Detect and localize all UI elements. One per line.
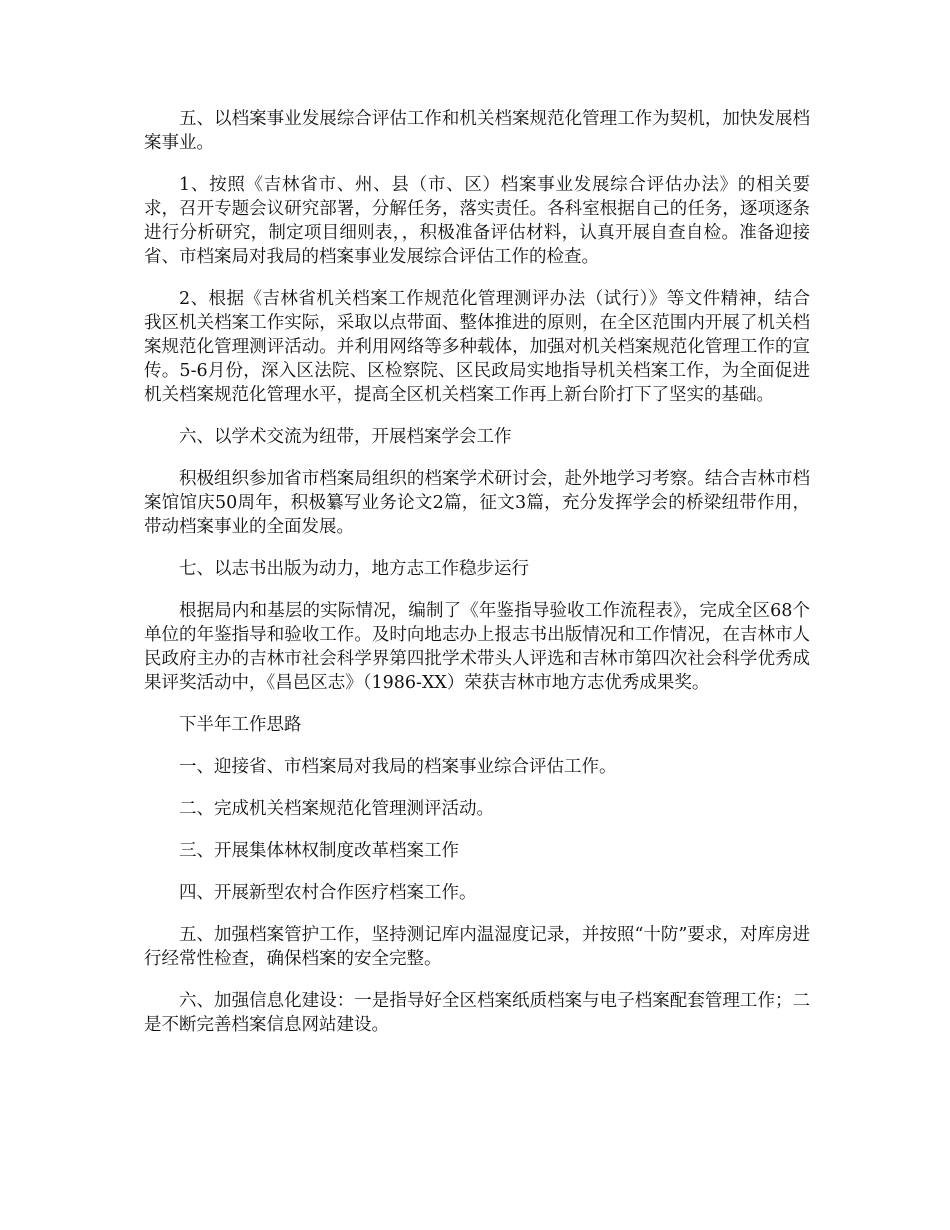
paragraph-item-2: 2、根据《吉林省机关档案工作规范化管理测评办法（试行）》等文件精神，结合我区机关档案工作实际，采取以点带面、整体推进的原则，在全区范围内开展了机关档案规范化管理测评活动。并利用网络等多种载体，加强对机关档案规范化管理工作的宣传。5-6月份，深入区法院、区检察院、区民政局实地指导机关档案工作，为全面促进机关档案规范化管理水平，提高全区机关档案工作再上新台阶打下了坚实的基础。 [144, 289, 810, 405]
paragraph-plan-3: 三、开展集体林权制度改革档案工作 [179, 841, 459, 861]
paragraph-section-7-body: 根据局内和基层的实际情况，编制了《年鉴指导验收工作流程表》，完成全区68个单位的年鉴指导和验收工作。及时向地志办上报志书出版情况和工作情况，在吉林市人民政府主办的吉林市社会科学界第四批学术带头人评选和吉林市第四次社会科学优秀成果评奖活动中，《昌邑区志》（1986-XX）荣获吉林市地方志优秀成果奖。 [144, 601, 810, 693]
paragraph-plan-5: 五、加强档案管护工作，坚持测记库内温湿度记录，并按照“十防”要求，对库房进行经常性检查，确保档案的安全完整。 [144, 925, 810, 969]
paragraph-plan-6: 六、加强信息化建设：一是指导好全区档案纸质档案与电子档案配套管理工作；二是不断完善档案信息网站建设。 [144, 991, 810, 1035]
paragraph-section-6-body: 积极组织参加省市档案局组织的档案学术研讨会，赴外地学习考察。结合吉林市档案馆馆庆50周年，积极纂写业务论文2篇，征文3篇，充分发挥学会的桥梁纽带作用，带动档案事业的全面发展。 [144, 469, 810, 537]
paragraph-section-5-heading: 五、以档案事业发展综合评估工作和机关档案规范化管理工作为契机，加快发展档案事业。 [144, 109, 810, 153]
paragraph-section-7-heading: 七、以志书出版为动力，地方志工作稳步运行 [179, 559, 529, 579]
paragraph-item-1: 1、按照《吉林省市、州、县（市、区）档案事业发展综合评估办法》的相关要求，召开专题会议研究部署，分解任务，落实责任。各科室根据自己的任务，逐项逐条进行分析研究，制定项目细则表，，积极准备评估材料，认真开展自查自检。准备迎接省、市档案局对我局的档案事业发展综合评估工作的检查。 [144, 175, 810, 267]
paragraph-plan-1: 一、迎接省、市档案局对我局的档案事业综合评估工作。 [179, 757, 617, 777]
paragraph-plan-2: 二、完成机关档案规范化管理测评活动。 [179, 799, 494, 819]
paragraph-plan-4: 四、开展新型农村合作医疗档案工作。 [179, 883, 477, 903]
paragraph-second-half-heading: 下半年工作思路 [179, 715, 302, 735]
paragraph-section-6-heading: 六、以学术交流为纽带，开展档案学会工作 [179, 427, 512, 447]
